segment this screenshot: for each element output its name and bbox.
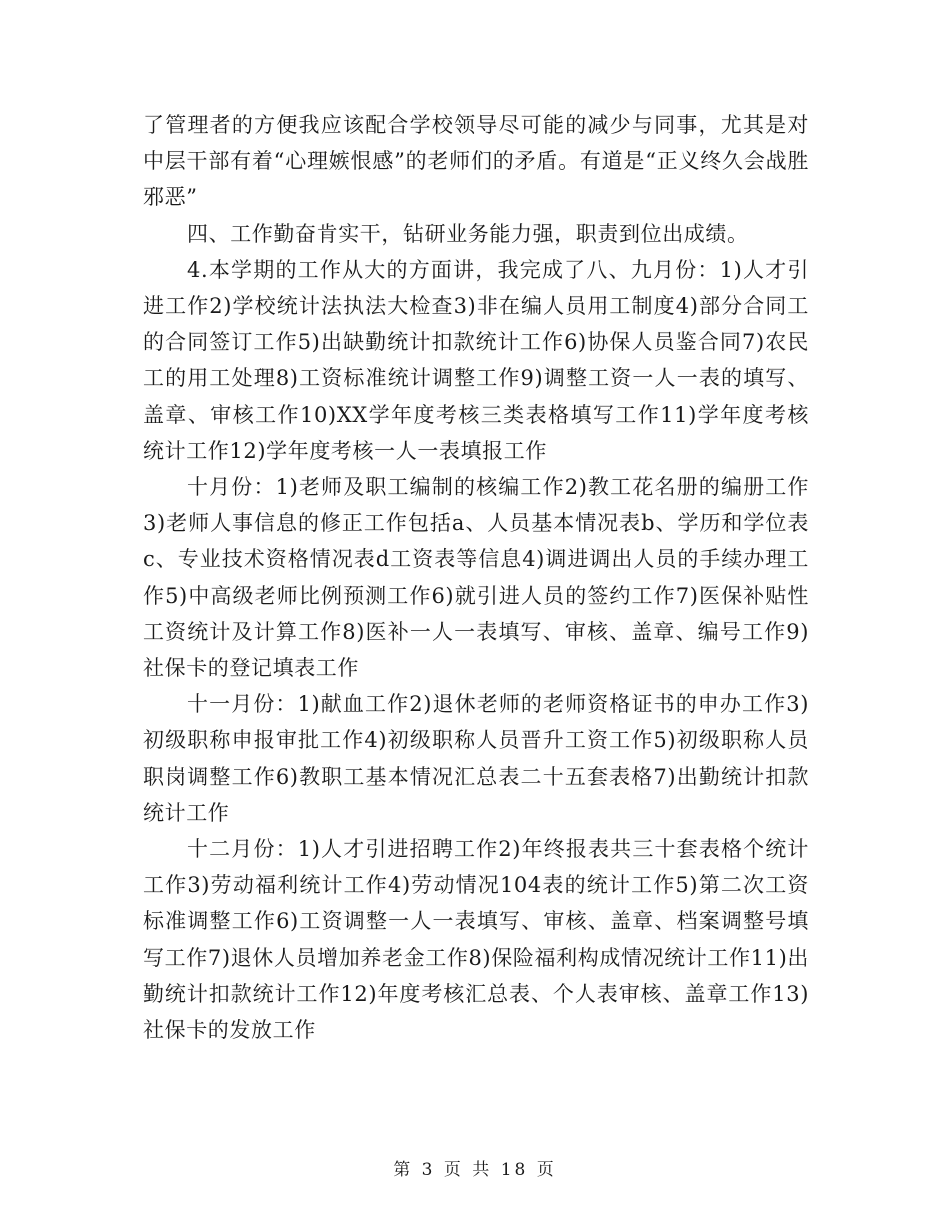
paragraph-october-work: 十月份：1)老师及职工编制的核编工作2)教工花名册的编册工作3)老师人事信息的修正工作包括a、人员基本情况表b、学历和学位表c、专业技术资格情况表d工资表等信息4)调进调出人员的手续办理工作5)中高级老师比例预测工作6)就引进人员的签约工作7)医保补贴性工资统计及计算工作8)医补一人一表填写、审核、盖章、编号工作9)社保卡的登记填表工作 [143,475,809,681]
paragraph-aug-sep-work: 4.本学期的工作从大的方面讲，我完成了八、九月份：1)人才引进工作2)学校统计法执法大检查3)非在编人员用工制度4)部分合同工的合同签订工作5)出缺勤统计扣款统计工作6)协保人员鉴合同7)农民工的用工处理8)工资标准统计调整工作9)调整工资一人一表的填写、盖章、审核工作10)XX学年度考核三类表格填写工作11)学年度考核统计工作12)学年度考核一人一表填报工作 [143,257,809,463]
paragraph-continuation: 了管理者的方便我应该配合学校领导尽可能的减少与同事，尤其是对中层干部有着“心理嫉恨感”的老师们的矛盾。有道是“正义终久会战胜邪恶” [143,113,809,210]
paragraph-november-work: 十一月份：1)献血工作2)退休老师的老师资格证书的申办工作3)初级职称申报审批工作4)初级职称人员晋升工资工作5)初级职称人员职岗调整工作6)教职工基本情况汇总表二十五套表格7)出勤统计扣款统计工作 [143,692,809,825]
page-number-footer: 第 3 页 共 18 页 [393,1160,557,1180]
document-body [143,107,809,1048]
paragraph-december-work: 十二月份：1)人才引进招聘工作2)年终报表共三十套表格个统计工作3)劳动福利统计工作4)劳动情况104表的统计工作5)第二次工资标准调整工作6)工资调整一人一表填写、审核、盖章、档案调整号填写工作7)退休人员增加养老金工作8)保险福利构成情况统计工作11)出勤统计扣款统计工作12)年度考核汇总表、个人表审核、盖章工作13)社保卡的发放工作 [143,837,809,1043]
paragraph-section-four-heading: 四、工作勤奋肯实干，钻研业务能力强，职责到位出成绩。 [187,221,749,246]
